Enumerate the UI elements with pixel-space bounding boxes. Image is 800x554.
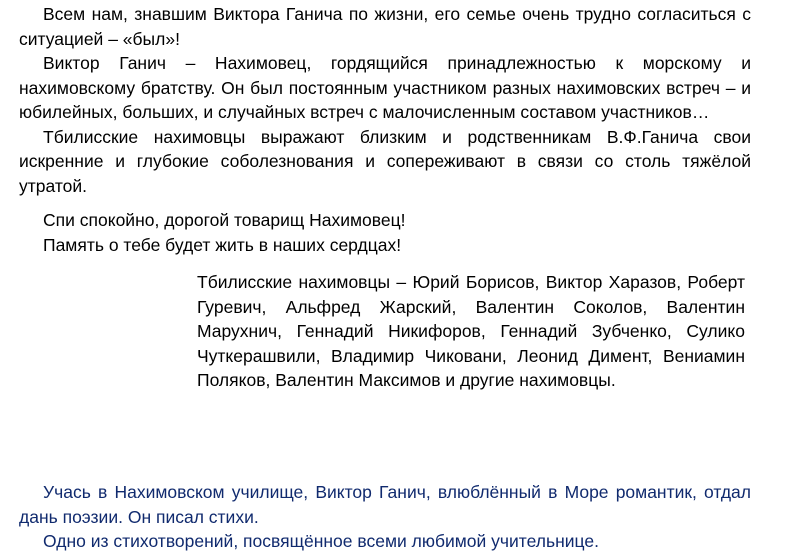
document-body	[19, 2, 751, 257]
poetry-paragraph-2: Одно из стихотворений, посвящённое всеми любимой учительнице.	[43, 531, 599, 551]
paragraph-about-ganich: Виктор Ганич – Нахимовец, гордящийся принадлежностью к морскому и нахимовскому братству. Он был постоянным участником разных нахимовских встреч – и юбилейных, больших, и случайных встреч с малочисленным составом участников…	[19, 53, 751, 122]
farewell-line-2: Память о тебе будет жить в наших сердцах!	[43, 234, 402, 255]
poetry-intro	[19, 480, 751, 554]
paragraph-condolences: Тбилисские нахимовцы выражают близким и родственникам В.Ф.Ганича свои искренние и глубокие соболезнования и сопереживают в связи со столь тяжёлой утратой.	[19, 126, 751, 196]
farewell-line-1: Спи спокойно, дорогой товарищ Нахимовец!	[43, 210, 406, 230]
spacer	[19, 198, 751, 208]
paragraph-intro: Всем нам, знавшим Виктора Ганича по жизни, его семье очень трудно согласиться с ситуацией – «был»!	[19, 4, 751, 49]
signature-block: Тбилисские нахимовцы – Юрий Борисов, Виктор Харазов, Роберт Гуревич, Альфред Жарский, Валентин Соколов, Валентин Марухнич, Геннадий Никифоров, Геннадий Зубченко, Сулико Чуткерашвили, Владимир Чиковани, Леонид Димент, Вениамин Поляков, Валентин Максимов и другие нахимовцы.	[197, 272, 745, 390]
poetry-paragraph-1: Учась в Нахимовском училище, Виктор Ганич, влюблённый в Море романтик, отдал дань поэзии. Он писал стихи.	[19, 482, 751, 527]
